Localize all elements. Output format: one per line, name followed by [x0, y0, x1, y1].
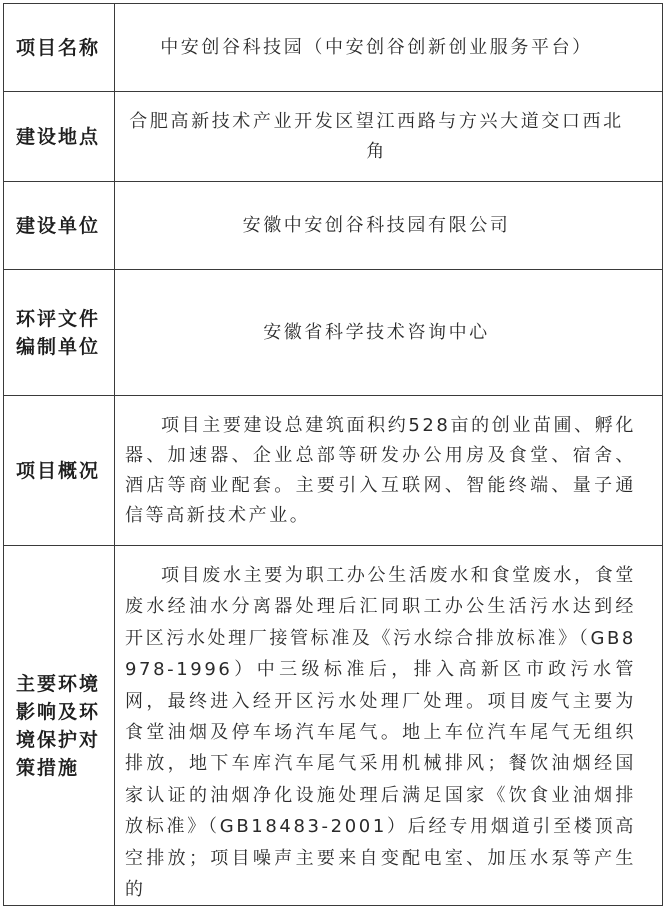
construction-site-label: 建设地点: [4, 92, 115, 182]
environmental-measures-text: 项目废水主要为职工办公生活废水和食堂废水，食堂废水经油水分离器处理后汇同职工办公生活污水达到经开区污水处理厂接管标准及《污水综合排放标准》（GB8978-1996）中三级标准后，排入高新区市政污水管网，最终进入经开区污水处理厂处理。项目废气主要为食堂油烟及停车场汽车尾气。地上车位汽车尾气无组织排放，地下车库汽车尾气采用机械排风；餐饮油烟经国家认证的油烟净化设施处理后满足国家《饮食业油烟排放标准》（GB18483-2001）后经专用烟道引至楼顶高空排放；项目噪声主要来自变配电室、加压水泵等产生的: [125, 565, 636, 901]
row-eia-preparer: [4, 270, 663, 396]
environmental-measures-label: 主要环境影响及环境保护对策措施: [4, 546, 115, 906]
eia-preparer-label: 环评文件编制单位: [4, 270, 115, 396]
project-overview-label: 项目概况: [4, 396, 115, 546]
row-environmental-measures: [4, 546, 663, 906]
project-overview-cell: [115, 396, 663, 546]
project-name-value: 中安创谷科技园（中安创谷创新创业服务平台）: [115, 4, 663, 92]
row-construction-site: [4, 92, 663, 182]
construction-unit-label: 建设单位: [4, 182, 115, 270]
environmental-measures-cell: [115, 546, 663, 906]
construction-unit-value: 安徽中安创谷科技园有限公司: [115, 182, 663, 270]
construction-site-value: 合肥高新技术产业开发区望江西路与方兴大道交口西北角: [115, 92, 663, 182]
project-name-label: 项目名称: [4, 4, 115, 92]
row-construction-unit: [4, 182, 663, 270]
eia-preparer-value: 安徽省科学技术咨询中心: [115, 270, 663, 396]
project-info-table: [3, 3, 663, 906]
row-project-overview: [4, 396, 663, 546]
project-overview-text: 项目主要建设总建筑面积约528亩的创业苗圃、孵化器、加速器、企业总部等研发办公用房及食堂、宿舍、酒店等商业配套。主要引入互联网、智能终端、量子通信等高新技术产业。: [125, 414, 636, 526]
row-project-name: [4, 4, 663, 92]
